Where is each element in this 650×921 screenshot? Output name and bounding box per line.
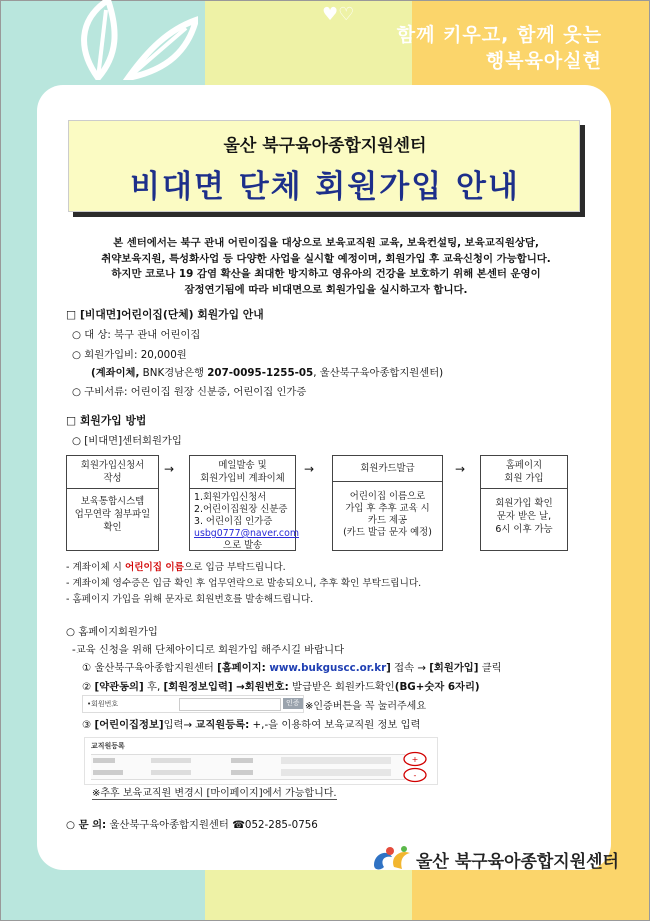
step-2: ② [약관동의] 후, [회원정보입력] →회원번호: 발급받은 회원카드확인(BG+숫자 6자리) — [82, 681, 480, 693]
flow-step-1-body: 보육통합시스템 업무연락 첨부파일 확인 — [74, 496, 151, 533]
after-note: ※추후 보육교직원 변경시 [마이페이지]에서 가능합니다. — [92, 784, 337, 800]
intro-line-1: 본 센터에서는 북구 관내 어린이집을 대상으로 보육교직원 교육, 보육컨설팅, 보육교직원상담, — [113, 237, 539, 249]
section2-heading: □ 회원가입 방법 — [66, 414, 147, 427]
flow-step-3 — [332, 455, 443, 551]
fee-line: ○ 회원가입비: 20,000원 — [72, 349, 187, 361]
flow-step-3-body: 어린이집 이름으로 가입 후 추후 교육 시 카드 제공 (카드 발급 문자 예정) — [343, 491, 432, 538]
slogan — [397, 22, 602, 74]
account-label: (계좌이체, — [91, 367, 140, 379]
homepage-url[interactable]: www.bukguscc.or.kr — [269, 662, 387, 674]
flow-arrow: → — [164, 462, 175, 476]
svg-text:-: - — [413, 771, 417, 780]
flow-step-4-head: 홈페이지 회원 가입 — [481, 456, 567, 489]
intro-line-4: 잠정연기됨에 따라 비대면으로 회원가입을 실시하고자 합니다. — [184, 283, 468, 296]
flow-step-2 — [189, 455, 299, 551]
account-line — [91, 364, 443, 379]
staff-table-title: 교직원등록 — [91, 742, 125, 750]
flow-step-3-head: 회원카드발급 — [333, 456, 442, 482]
contact-label: ○ 문 의: — [66, 819, 107, 831]
flow-step-1-head: 회원가입신청서 작성 — [67, 456, 158, 489]
account-holder: , 울산북구육아종합지원센터) — [313, 367, 444, 379]
member-number-input[interactable] — [179, 698, 281, 711]
docs-line: ○ 구비서류: 어린이집 원장 신분증, 어린이집 인가증 — [72, 386, 307, 398]
center-logo-icon — [370, 843, 414, 873]
email-link[interactable]: usbg0777@naver.com — [194, 528, 299, 539]
note-2: - 계좌이체 영수증은 입금 확인 후 업무연락으로 발송되오니, 추후 확인 부탁드립니다. — [66, 578, 422, 589]
staff-table-row — [91, 754, 405, 768]
flow-step-4-body: 회원가입 확인 문자 받은 날, 6시 이후 가능 — [495, 498, 553, 535]
staff-table-screenshot — [84, 737, 438, 785]
section1-heading: □ [비대면]어린이집(단체) 회원가입 안내 — [66, 308, 264, 321]
center-name: 울산 북구육아종합지원센터 — [223, 136, 427, 156]
footer-center-name: 울산 북구육아종합지원센터 — [416, 852, 619, 872]
staff-table-row — [91, 767, 405, 780]
hearts-icon: ♥♡ — [322, 4, 355, 25]
note-3: - 홈페이지 가입을 위해 문자로 회원번호를 발송해드립니다. — [66, 594, 314, 605]
flow-step-1 — [66, 455, 159, 551]
flow-arrow: → — [304, 462, 315, 476]
auth-note: ※인증버튼을 꼭 눌러주세요 — [305, 701, 426, 712]
intro-text — [70, 236, 582, 298]
slogan-line-2: 행복육아실현 — [485, 50, 602, 72]
leaf-icon — [58, 0, 198, 80]
note-1: - 계좌이체 시 어린이집 이름으로 입금 부탁드립니다. — [66, 562, 286, 573]
contact-text: 울산북구육아종합지원센터 ☎052-285-0756 — [106, 819, 318, 831]
contact-line — [66, 816, 318, 831]
account-bank: BNK경남은행 — [139, 367, 208, 379]
section2-sub: ○ [비대면]센터회원가입 — [72, 435, 182, 447]
svg-text:+: + — [411, 755, 419, 764]
member-number-label: •회원번호 — [87, 700, 119, 708]
target-line: ○ 대 상: 북구 관내 어린이집 — [72, 329, 201, 341]
slogan-line-1: 함께 키우고, 함께 웃는 — [396, 24, 602, 46]
page-title: 비대면 단체 회원가입 안내 — [130, 169, 520, 205]
flow-step-2-body: 1.회원가입신청서 2.어린이집원장 신분증 3. 어린이집 인가증 usbg0777@naver.com 으로 발송 — [194, 492, 299, 551]
account-number: 207-0095-1255-05 — [207, 367, 314, 379]
plus-minus-highlight-icon — [401, 750, 431, 784]
section3-sub: -교육 신청을 위해 단체아이디로 회원가입 해주시길 바랍니다 — [72, 644, 345, 656]
intro-line-3: 하지만 코로나 19 감염 확산을 최대한 방지하고 영유아의 건강을 보호하기 위해 본센터 운영이 — [111, 268, 541, 280]
title-box — [68, 120, 580, 212]
intro-line-2: 취약보육지원, 특성화사업 등 다양한 사업을 실시할 예정이며, 회원가입 후 교육신청이 가능합니다. — [101, 252, 551, 265]
note-highlight: 어린이집 이름 — [124, 562, 184, 573]
step-3: ③ [어린이집정보]입력→ 교직원등록: +,-을 이용하여 보육교직원 정보 입력 — [82, 719, 421, 731]
flow-arrow: → — [455, 462, 466, 476]
member-number-screenshot — [82, 695, 304, 713]
auth-button[interactable]: 인증 — [283, 698, 303, 709]
section3-heading: ○ 홈페이지회원가입 — [66, 626, 158, 638]
flow-step-2-head: 메일발송 및 회원가입비 계좌이체 — [190, 456, 295, 489]
flow-step-4 — [480, 455, 568, 551]
step-1: ① 울산북구육아종합지원센터 [홈페이지: www.bukguscc.or.kr] 접속 → [회원가입] 클릭 — [82, 662, 502, 674]
